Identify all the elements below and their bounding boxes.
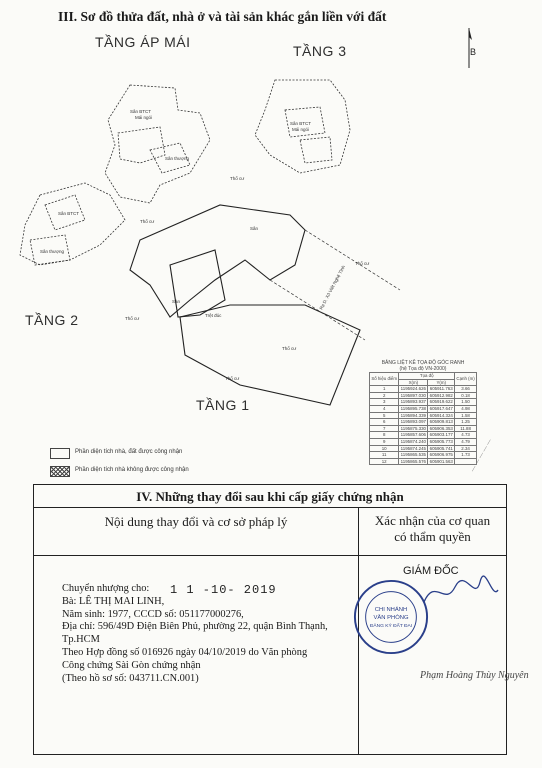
coord-table-cell: 3.66 [455,386,477,393]
coord-table-cell: 605905.773 [429,438,453,444]
coord-table-cell: 605909.813 [429,419,453,425]
coord-table-cell: 1 [370,386,399,393]
coord-table-row [370,432,477,439]
coord-table-cell: 1195874.245 [400,445,426,451]
svg-text:CHI NHÁNH: CHI NHÁNH [374,607,408,614]
coord-table-cell: 1.73 [455,452,477,459]
coord-table-cell: 8 [370,432,399,439]
change-line: (Theo hồ sơ số: 043711.CN.001) [62,672,199,684]
divider [34,555,506,556]
coord-table-cell: 1195857.606 [400,432,426,438]
label-tho-cu-mid: Thổ cư [140,219,155,224]
change-line: Năm sinh: 1977, CCCD số: 051177000276, [62,608,244,620]
coord-table-cell: 605911.763 [429,386,453,392]
director-title: GIÁM ĐỐC [403,565,459,577]
label-roof-c: Sân thượng [165,156,189,161]
coord-table-cell: 1195924.626 [400,386,426,392]
floor-label-2: TẦNG 2 [25,312,79,328]
coord-table-cell: 1.50 [455,399,477,406]
coord-table-cell: 605906.353 [429,425,453,431]
label-road: Rạ D. Xô Viết Nghệ Tĩnh [318,264,347,311]
coord-table-row [370,399,477,406]
coord-header-point: Số hiệu điểm [370,373,399,386]
column-header-confirmation [359,513,506,545]
coordinate-table [369,360,477,465]
legend-label-not-recognized: Phần diện tích nhà không được công nhận [75,467,189,473]
coord-table-row [370,392,477,399]
coord-table-cell: 0.18 [455,392,477,399]
change-content [62,583,356,685]
side-watermark: — — — — — [470,438,494,473]
coord-table-cell: 11 [370,452,399,459]
label-roof-b: Mái ngói [135,115,153,120]
coord-table-cell: 1195894.339 [400,412,426,418]
coord-table-row [370,419,477,426]
coord-header-y: Y(m) [428,379,455,386]
coord-table-cell: 1.58 [455,412,477,419]
coord-table-cell: 1195895.738 [400,405,426,411]
coord-table-row [370,445,477,452]
official-seal-icon [352,578,430,656]
section-4-title: IV. Những thay đổi sau khi cấp giấy chứng nhận [136,489,404,504]
coord-table-cell: 1195874.240 [400,438,426,444]
change-line: Địa chỉ: 596/49D Điện Biên Phủ, phường 22, quận Bình Thạnh, [62,621,328,633]
coord-table-row [370,386,477,393]
coord-table-row [370,412,477,419]
floor-label-1: TẦNG 1 [196,397,250,413]
coord-table-cell: 605919.622 [429,399,453,405]
coord-table-cell: 3 [370,399,399,406]
coord-table-cell: 605906.975 [429,452,453,458]
coord-table-row [370,458,477,465]
coord-table-row [370,438,477,445]
floor-label-3: TẦNG 3 [293,43,347,59]
legend-swatch-recognized [50,448,70,459]
section-3-title: III. Sơ đồ thửa đất, nhà ở và tài sản khác gắn liền với đất [58,9,387,24]
coord-table-caption: BẢNG LIỆT KÊ TỌA ĐỘ GÓC RANH [381,360,465,366]
coord-table-cell: 11.88 [455,425,477,432]
coord-header-edge: Cạnh (m) [455,373,477,386]
north-letter: B [470,47,477,57]
change-line: Chuyển nhượng cho: [62,583,150,594]
coord-table-cell: 4.73 [455,432,477,439]
column-header-confirmation-line2: có thẩm quyền [394,529,471,544]
label-tret-duc: Trệt đúc [205,313,222,318]
coord-table-cell: 10 [370,445,399,452]
coord-table-cell: 4 [370,405,399,412]
coord-table-cell: 4.79 [455,438,477,445]
coord-table-cell: 6 [370,419,399,426]
coord-header-x: X(m) [399,379,428,386]
legend-swatch-not-recognized [50,466,70,477]
label-roof-a: Sân BTCT [130,109,152,114]
coord-table-cell: 1195865.576 [400,458,426,464]
change-line: Bà: LÊ THỊ MAI LINH, [62,595,165,607]
coord-table-cell: 1195875.330 [400,425,426,431]
coord-table-cell: 1195897.030 [400,392,426,398]
coord-table-cell: 1195893.937 [400,399,426,405]
change-line: Công chứng Sài Gòn chứng nhận [62,659,201,671]
svg-text:VĂN PHÒNG: VĂN PHÒNG [373,614,409,621]
coord-table-row [370,452,477,459]
coord-table-row [370,405,477,412]
change-line: Theo Hợp đồng số 016926 ngày 04/10/2019 do Văn phòng [62,646,308,658]
coord-table-subcaption: (hệ Tọa độ VN-2000) [399,366,447,372]
column-header-content: Nội dung thay đổi và cơ sở pháp lý [104,514,288,529]
date-stamp: 1 1 -10- 2019 [170,583,277,597]
coord-table-row [370,425,477,432]
coord-table-cell: 1.25 [455,419,477,426]
label-f3-a: Sân BTCT [290,121,312,126]
label-san-2: Sàn [172,299,181,304]
divider [34,507,506,508]
coord-header-coords: Tọa độ [399,373,455,380]
signer-name: Phạm Hoàng Thùy Nguyên [420,670,529,681]
coord-table-body [370,386,477,465]
coord-table-cell: 5 [370,412,399,419]
coord-table-cell: 1195865.535 [400,452,426,458]
coord-table-cell: 605914.324 [429,412,453,418]
legend-label-recognized: Phần diện tích nhà, đất được công nhận [75,449,183,455]
coord-table-cell: 12 [370,458,399,465]
coord-table-cell: 2.34 [455,445,477,452]
signature-icon [420,572,500,612]
label-f2-b: Sân thượng [40,249,64,254]
coord-table-cell: 1195893.097 [400,419,426,425]
coord-table-cell: 605905.741 [429,445,453,451]
label-tho-cu-main: Thổ cư [282,346,297,351]
label-f2-a: Sân BTCT [58,211,80,216]
coord-table-cell: 605903.177 [429,432,453,438]
coord-table-cell: 605917.647 [429,405,453,411]
coord-table-cell: 7 [370,425,399,432]
coord-table-cell: 2 [370,392,399,399]
coord-table-cell: 4.98 [455,405,477,412]
coord-table-cell: 9 [370,438,399,445]
label-tho-cu-top: Thổ cư [230,176,245,181]
floor-label-roof: TẦNG ÁP MÁI [95,34,191,50]
label-tho-cu-low: Thổ cư [225,376,240,381]
label-f3-b: Mái ngói [292,127,310,132]
label-san: Sân [250,226,259,231]
label-tho-cu-right: Thổ cư [355,261,370,266]
svg-text:ĐĂNG KÝ ĐẤT ĐAI: ĐĂNG KÝ ĐẤT ĐAI [369,623,413,629]
coord-table-cell: 605912.982 [429,392,453,398]
column-header-confirmation-line1: Xác nhận của cơ quan [374,513,491,528]
coord-table-cell: 605901.563 [429,458,453,464]
label-tho-cu-left: Thổ cư [125,316,140,321]
change-line: Tp.HCM [62,634,100,646]
